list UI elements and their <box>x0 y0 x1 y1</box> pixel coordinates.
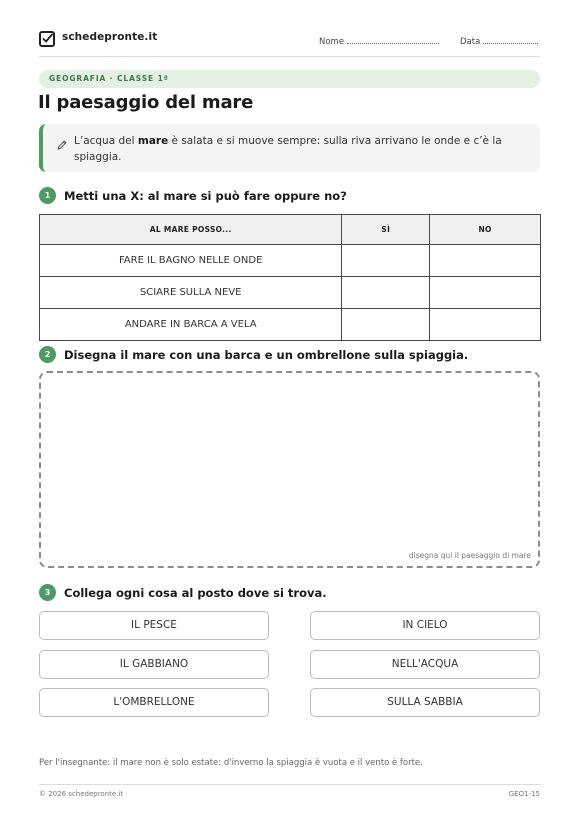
exercise-1-table <box>39 214 541 341</box>
no-answer-cell[interactable] <box>430 277 541 309</box>
match-item-left[interactable]: IL PESCE <box>39 611 269 640</box>
subject-tag-label: GEOGRAFIA · CLASSE 1ª <box>49 74 169 83</box>
match-item-right[interactable]: NELL'ACQUA <box>310 650 540 679</box>
name-label: Nome <box>319 37 345 47</box>
exercise-2-number: 2 <box>39 346 56 363</box>
column-header-no: NO <box>430 215 541 245</box>
header-divider <box>39 56 540 57</box>
table-row <box>40 277 541 309</box>
teacher-note: Per l'insegnante: il mare non è solo estate: d'inverno la spiaggia è vuota e il vento è forte. <box>39 758 423 768</box>
footer-copyright: © 2026 schedepronte.it <box>39 790 124 798</box>
no-answer-cell[interactable] <box>430 309 541 341</box>
pencil-icon <box>56 136 68 155</box>
subject-tag <box>39 70 540 88</box>
exercise-3-number: 3 <box>39 584 56 601</box>
match-item-right[interactable]: IN CIELO <box>310 611 540 640</box>
activity-cell: FARE IL BAGNO NELLE ONDE <box>40 245 342 277</box>
footer-divider <box>39 784 540 785</box>
column-header-activity: AL MARE POSSO... <box>40 215 342 245</box>
drawing-area-hint: disegna qui il paesaggio di mare <box>408 551 531 560</box>
date-label: Data <box>460 37 481 47</box>
activity-cell: ANDARE IN BARCA A VELA <box>40 309 342 341</box>
match-item-right[interactable]: SULLA SABBIA <box>310 688 540 717</box>
exercise-1-prompt: Metti una X: al mare si può fare oppure no? <box>64 189 347 203</box>
no-answer-cell[interactable] <box>430 245 541 277</box>
info-note-keyword: mare <box>137 135 169 147</box>
yes-answer-cell[interactable] <box>342 277 430 309</box>
info-note-text: L’acqua del mare è salata e si muove sempre: sulla riva arrivano le onde e c’è la spiaggia. <box>74 135 502 163</box>
table-row <box>40 245 541 277</box>
table-header-row <box>40 215 541 245</box>
logo-check-icon <box>39 31 55 47</box>
exercise-2-prompt: Disegna il mare con una barca e un ombrellone sulla spiaggia. <box>64 348 469 362</box>
drawing-area[interactable] <box>39 371 540 568</box>
exercise-1-number: 1 <box>39 187 56 204</box>
site-logo-text: schedepronte.it <box>62 31 158 43</box>
footer-code: GEO1-15 <box>508 790 540 798</box>
yes-answer-cell[interactable] <box>342 309 430 341</box>
date-field[interactable] <box>460 35 538 47</box>
info-note <box>39 124 540 172</box>
match-item-left[interactable]: L'OMBRELLONE <box>39 688 269 717</box>
date-line[interactable] <box>483 35 538 44</box>
name-field[interactable] <box>319 35 439 47</box>
exercise-3-prompt: Collega ogni cosa al posto dove si trova. <box>64 586 327 600</box>
page-title: Il paesaggio del mare <box>38 92 254 113</box>
name-line[interactable] <box>347 35 439 44</box>
yes-answer-cell[interactable] <box>342 245 430 277</box>
match-item-left[interactable]: IL GABBIANO <box>39 650 269 679</box>
column-header-yes: SÌ <box>342 215 430 245</box>
activity-cell: SCIARE SULLA NEVE <box>40 277 342 309</box>
table-row <box>40 309 541 341</box>
